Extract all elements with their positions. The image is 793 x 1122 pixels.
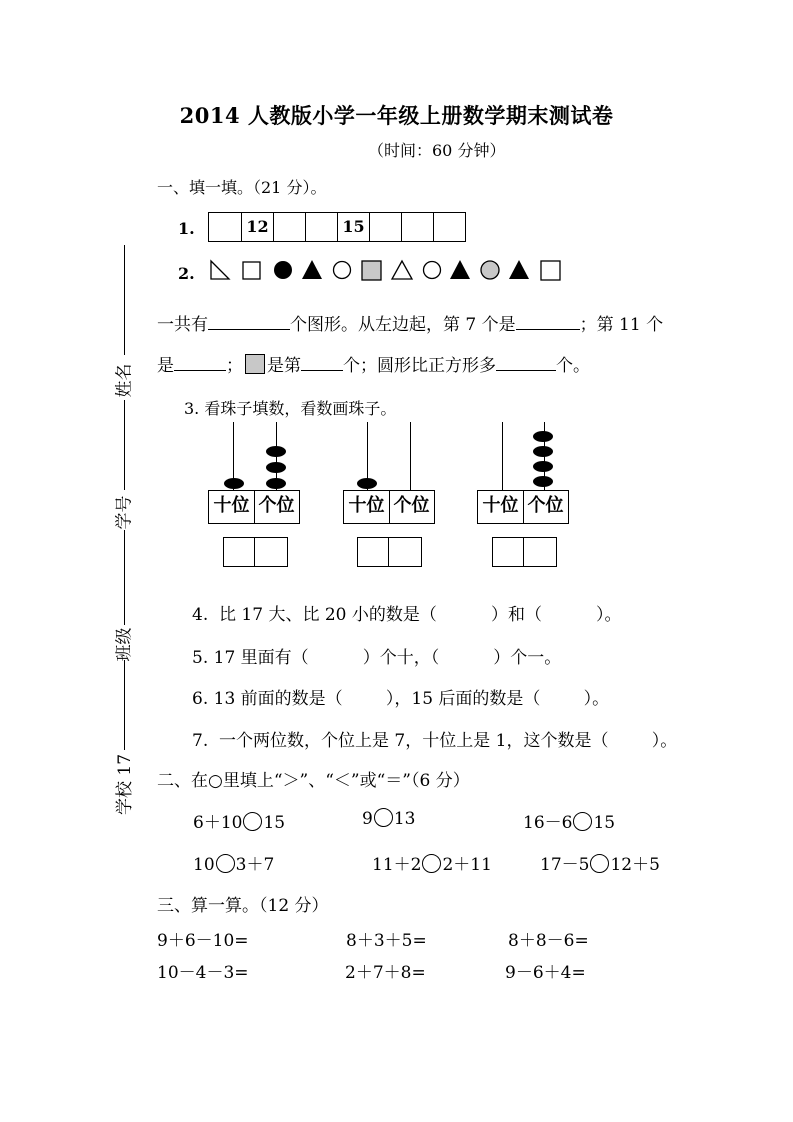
q7-text: 7. 一个两位数，个位上是 7，十位上是 1，这个数是（ ）。: [192, 731, 678, 751]
q2-line2: 是 ； 是第 个；圆形比正方形多 个。: [157, 351, 590, 376]
triangle-outline-icon: [392, 261, 412, 279]
class-line: [124, 530, 125, 625]
compare-circle[interactable]: [422, 854, 441, 873]
bead: [357, 478, 377, 489]
page-title: 2014 人教版小学一年级上册数学期末测试卷: [179, 103, 614, 128]
compare-circle[interactable]: [243, 812, 262, 831]
side-class-label: 班级: [114, 627, 135, 662]
number-cell[interactable]: 12: [241, 213, 273, 241]
compare-item: 17－5 12＋5: [540, 855, 660, 875]
q2-line1: 一共有 个图形。从左边起，第 7 个是 ；第 11 个: [157, 310, 663, 335]
bead: [533, 461, 553, 472]
number-cell[interactable]: [401, 213, 433, 241]
answer-blank[interactable]: [516, 311, 580, 330]
compare-circle[interactable]: [374, 808, 393, 827]
bead: [266, 446, 286, 457]
tens-label: 十位: [344, 491, 390, 523]
bead: [266, 478, 286, 489]
calc-item[interactable]: 8＋3＋5=: [346, 931, 427, 951]
name-line: [124, 245, 125, 355]
place-value-box: [477, 490, 569, 524]
section1-heading: 一、填一填。（21 分）。: [157, 178, 327, 197]
bead: [533, 446, 553, 457]
answer-box[interactable]: [357, 537, 422, 567]
answer-blank[interactable]: [208, 311, 290, 330]
circle-filled-icon: [274, 261, 292, 279]
q2-label: 2.: [178, 264, 195, 283]
number-cell[interactable]: [305, 213, 337, 241]
school-line: [124, 660, 125, 750]
compare-item: 11＋2 2＋11: [372, 855, 492, 875]
tens-label: 十位: [478, 491, 524, 523]
q3-label: 3. 看珠子填数，看数画珠子。: [184, 399, 397, 418]
number-cell[interactable]: [433, 213, 465, 241]
answer-box[interactable]: [492, 537, 557, 567]
triangle-filled-icon: [509, 260, 529, 279]
side-id-label: 学号: [114, 495, 135, 530]
circle-gray-icon: [481, 261, 499, 279]
square-outline-icon: [541, 261, 560, 280]
bead: [533, 431, 553, 442]
abacus-rod: [410, 422, 411, 490]
calc-item[interactable]: 9＋6－10=: [157, 931, 249, 951]
q1-number-row: [208, 212, 466, 242]
right-triangle-outline-icon: [211, 261, 229, 279]
compare-item: 9 13: [362, 809, 416, 829]
square-outline-icon: [243, 262, 260, 279]
ones-label: 个位: [393, 495, 430, 516]
q5-text: 5. 17 里面有（ ）个十，（ ）个一。: [192, 648, 562, 668]
side-name-label: 姓名: [114, 363, 135, 398]
calc-item[interactable]: 2＋7＋8=: [345, 963, 426, 983]
circle-outline-icon: [424, 262, 441, 279]
compare-item: 6＋10 15: [193, 813, 286, 833]
bead: [224, 478, 244, 489]
section2-heading: 二、在○里填上“＞”、“＜”或“＝”（6 分）: [157, 771, 470, 791]
answer-blank[interactable]: [301, 352, 343, 371]
answer-blank[interactable]: [496, 352, 556, 371]
compare-circle[interactable]: [573, 812, 592, 831]
bead: [266, 462, 286, 473]
place-value-box: [343, 490, 435, 524]
calc-item[interactable]: 8＋8－6=: [508, 931, 589, 951]
q6-text: 6. 13 前面的数是（ ），15 后面的数是（ ）。: [192, 689, 610, 709]
q2-shapes: [205, 257, 575, 287]
square-gray-icon: [245, 354, 265, 374]
section3-heading: 三、算一算。（12 分）: [157, 896, 329, 916]
id-line: [124, 400, 125, 490]
number-cell[interactable]: [369, 213, 401, 241]
q1-label: 1.: [178, 219, 195, 238]
square-gray-icon: [362, 261, 381, 280]
triangle-filled-icon: [450, 260, 470, 279]
compare-item: 16－6 15: [523, 813, 616, 833]
answer-box[interactable]: [223, 537, 288, 567]
side-school-label: 学校 17: [115, 753, 136, 816]
abacus-rod: [502, 422, 503, 490]
compare-item: 10 3＋7: [193, 855, 275, 875]
triangle-filled-icon: [302, 260, 322, 279]
tens-label: 十位: [209, 491, 255, 523]
bead: [533, 476, 553, 487]
calc-item[interactable]: 10－4－3=: [157, 963, 249, 983]
ones-label: 个位: [258, 495, 295, 516]
answer-blank[interactable]: [174, 352, 226, 371]
number-cell[interactable]: 15: [337, 213, 369, 241]
calc-item[interactable]: 9－6＋4=: [505, 963, 586, 983]
number-cell[interactable]: [273, 213, 305, 241]
place-value-box: [208, 490, 300, 524]
circle-outline-icon: [334, 262, 351, 279]
compare-circle[interactable]: [216, 854, 235, 873]
q4-text: 4. 比 17 大、比 20 小的数是（ ）和（ ）。: [192, 605, 622, 625]
number-cell[interactable]: [209, 213, 241, 241]
compare-circle[interactable]: [590, 854, 609, 873]
ones-label: 个位: [527, 495, 564, 516]
page-subtitle: （时间：60 分钟）: [368, 141, 506, 160]
